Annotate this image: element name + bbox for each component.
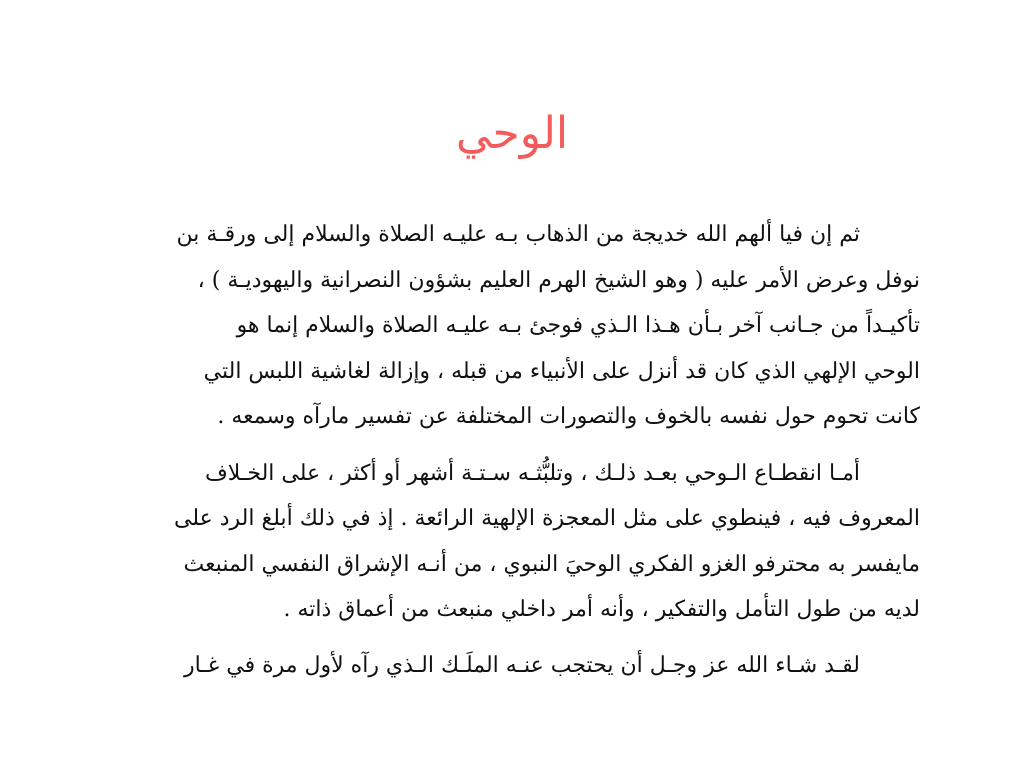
text-line: لديه من طول التأمل والتفكير ، وأنه أمر داخلي منبعث من أعماق ذاته . xyxy=(283,597,920,622)
text-line: مايفسر به محترفو الغزو الفكري الوحيَ النبوي ، من أنـه الإشراق النفسي المنبعث xyxy=(183,551,920,577)
paragraph-3 xyxy=(108,643,920,689)
text-line: الوحي الإلهي الذي كان قد أنزل على الأنبياء من قبله ، وإزالة لغاشية اللبس التي xyxy=(203,358,920,384)
paragraph-2 xyxy=(108,451,920,633)
text-line: نوفل وعرض الأمر عليه ( وهو الشيخ الهرم العليم بشؤون النصرانية واليهوديـة ) ، xyxy=(197,267,920,293)
paragraph-1 xyxy=(108,212,920,440)
text-line: أمـا انقطـاع الـوحي بعـد ذلـك ، وتلبُّثـه سـتـة أشهر أو أكثر ، على الخـلاف xyxy=(205,460,860,486)
text-line: تأكيـداً من جـانب آخر بـأن هـذا الـذي فوجئ بـه عليـه الصلاة والسلام إنما هو xyxy=(236,313,920,338)
text-line: المعروف فيه ، فينطوي على مثل المعجزة الإلهية الرائعة . إذ في ذلك أبلغ الرد على xyxy=(174,506,920,531)
text-line: ثم إن فيا ألهم الله خديجة من الذهاب بـه عليـه الصلاة والسلام إلى ورقـة بن xyxy=(176,222,860,247)
text-line: كانت تحوم حول نفسه بالخوف والتصورات المختلفة عن تفسير مارآه وسمعه . xyxy=(217,404,920,429)
text-line: لقـد شـاء الله عز وجـل أن يحتجب عنـه الملَـك الـذي رآه لأول مرة في غـار xyxy=(183,652,860,678)
slide-title: الوحي xyxy=(455,108,569,159)
body-text xyxy=(108,212,920,688)
